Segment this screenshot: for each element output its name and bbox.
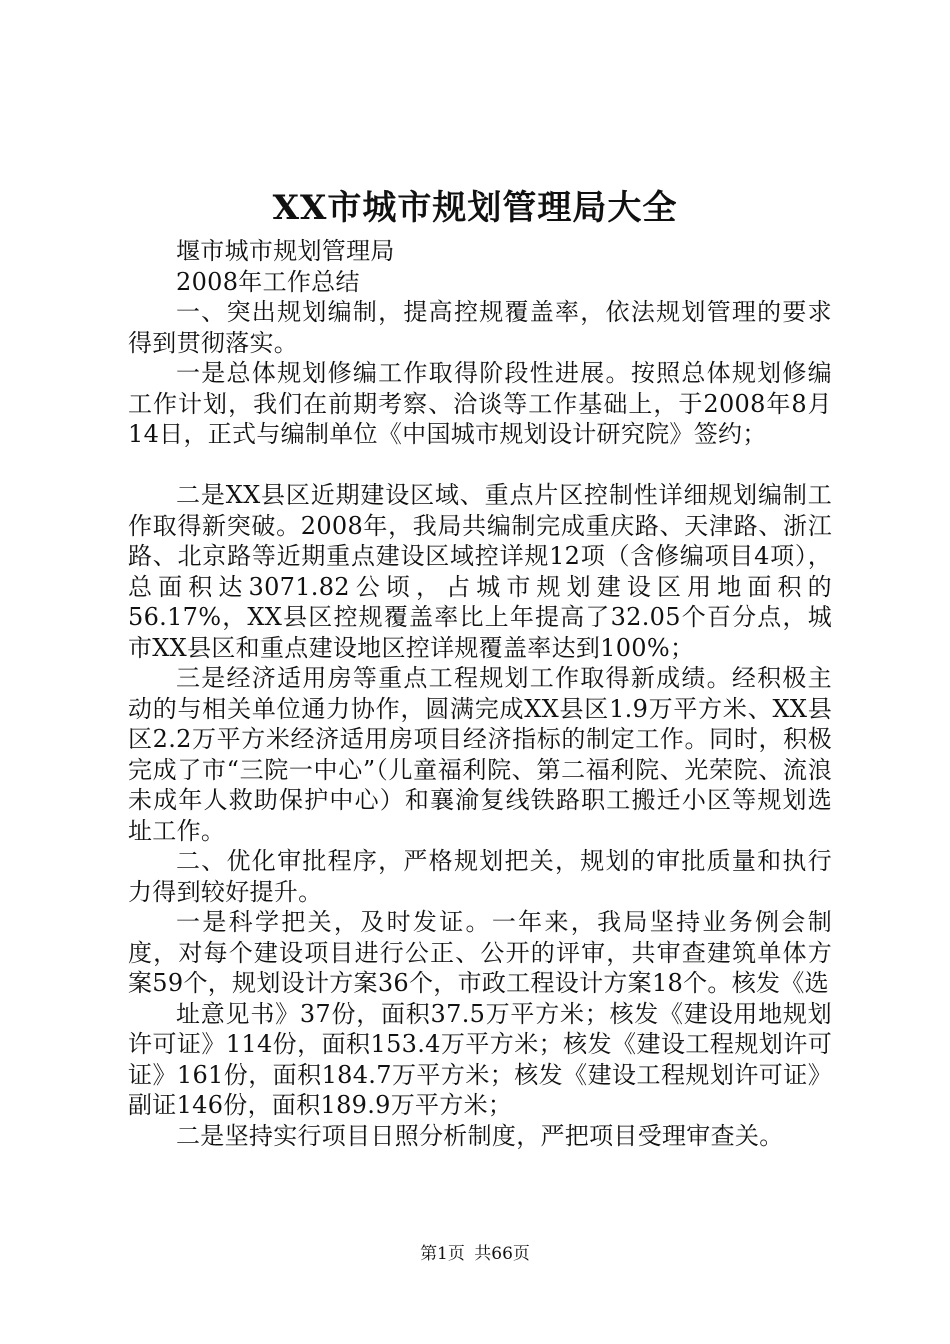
page-total: 共66页	[474, 1244, 530, 1264]
paragraph: 址意见书》37份，面积37.5万平方米；核发《建设用地规划许可证》114份，面积153.4万平方米；核发《建设工程规划许可证》161份，面积184.7万平方米；核发《建设工程规划许可证》副证146份，面积189.9万平方米；	[128, 999, 832, 1119]
paragraph: 堰市城市规划管理局	[176, 237, 395, 265]
blank-line	[128, 450, 832, 481]
paragraph: 一、突出规划编制，提高控规覆盖率，依法规划管理的要求得到贯彻落实。	[128, 298, 832, 357]
paragraph: 三是经济适用房等重点工程规划工作取得新成绩。经积极主动的与相关单位通力协作，圆满完成XX县区1.9万平方米、XX县区2.2万平方米经济适用房项目经济指标的制定工作。同时，积极完成了市“三院一中心”（儿童福利院、第二福利院、光荣院、流浪未成年人救助保护中心）和襄渝复线铁路职工搬迁小区等规划选址工作。	[128, 664, 832, 845]
page-footer	[0, 1242, 950, 1266]
paragraph: 2008年工作总结	[176, 267, 360, 296]
document-body	[128, 236, 832, 1151]
paragraph: 二是XX县区近期建设区域、重点片区控制性详细规划编制工作取得新突破。2008年，我局共编制完成重庆路、天津路、浙江路、北京路等近期重点建设区域控详规12项（含修编项目4项），总面积达3071.82公顷，占城市规划建设区用地面积的56.17%，XX县区控规覆盖率比上年提高了32.05个百分点，城市XX县区和重点建设地区控详规覆盖率达到100%；	[128, 481, 832, 662]
paragraph: 一是科学把关，及时发证。一年来，我局坚持业务例会制度，对每个建设项目进行公正、公开的评审，共审查建筑单体方案59个，规划设计方案36个，市政工程设计方案18个。核发《选	[128, 908, 832, 997]
page-number: 第1页	[420, 1244, 465, 1264]
paragraph: 一是总体规划修编工作取得阶段性进展。按照总体规划修编工作计划，我们在前期考察、洽谈等工作基础上，于2008年8月14日，正式与编制单位《中国城市规划设计研究院》签约；	[128, 359, 832, 448]
paragraph: 二、优化审批程序，严格规划把关，规划的审批质量和执行力得到较好提升。	[128, 847, 832, 906]
paragraph: 二是坚持实行项目日照分析制度，严把项目受理审查关。	[176, 1121, 784, 1150]
document-title: XX市城市规划管理局大全	[272, 188, 678, 228]
